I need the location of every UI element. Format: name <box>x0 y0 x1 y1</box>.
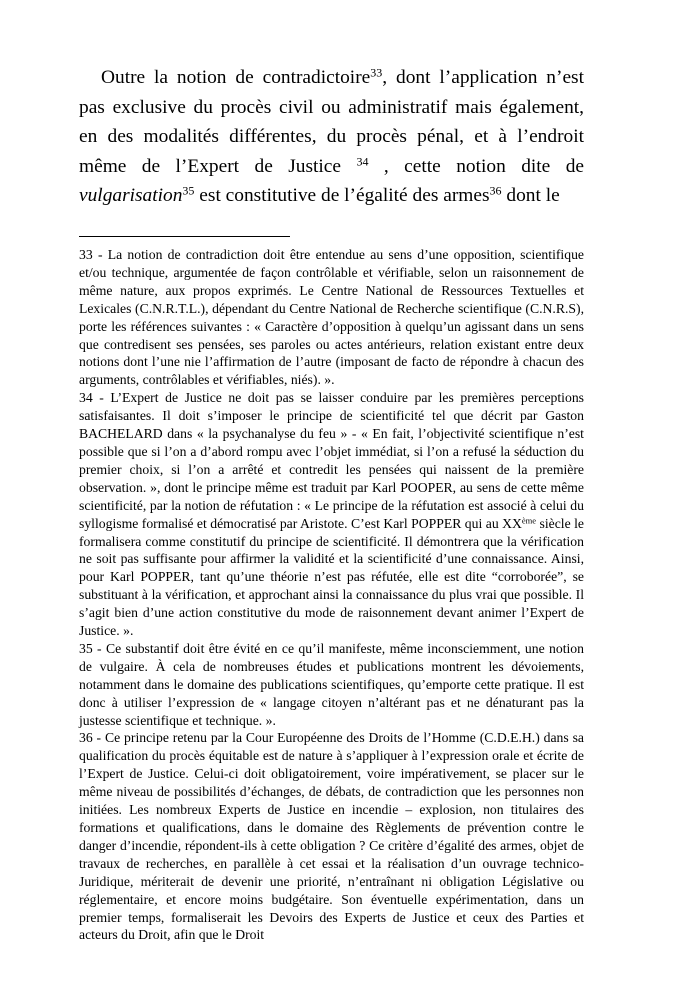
body-paragraph <box>79 63 584 211</box>
footnote-ref-34[interactable]: 34 <box>356 153 369 168</box>
superscript: ème <box>521 514 537 525</box>
text-run: siècle le formalisera comme constitutif du principe de scientificité. Il démontrera que la vérification ne soit pas suffisante pour affirmer la validité et la scientificité d’une connaissance. Ainsi, pour Karl POPPER, tant qu’une théorie n’est pas réfutée, elle est dite “corroborée”, se substituant à la vérification, et approchant ainsi la connaissance du plus vrai que possible. Il s’agit bien d’une action constitutive du mode de raisonnement devant animer l’Expert de Justice. ». <box>79 515 584 639</box>
footnotes <box>79 246 584 944</box>
text-run: Outre la notion de contradictoire <box>101 67 371 88</box>
text-run: dont le <box>501 185 560 206</box>
text-run: est constitutive de l’égalité des armes <box>194 185 490 206</box>
footnote-ref-35[interactable]: 35 <box>182 183 195 198</box>
italic-term: vulgarisation <box>79 185 183 206</box>
footnote-separator <box>79 236 290 237</box>
text-run: 34 - L’Expert de Justice ne doit pas se laisser conduire par les premières perceptions satisfaisantes. Il doit s’imposer le principe de scientificité tel que décrit par Gaston BACHELARD dans « la psychanalyse du feu » - « En fait, l’objectivité scientifique n’est possible que si l’on a d’abord rompu avec l’objet immédiat, si l’on a refusé la séduction du premier choix, si l’on a arrêté et contredit les pensées qui naissent de la première observation. », dont le principe même est traduit par Karl POOPER, au sens de cette même scientificité, par la notion de réfutation : « Le principe de la réfutation est associé à celui du syllogisme formalisé et démocratisé par Aristote. C’est Karl POPPER qui au XX <box>79 390 584 531</box>
footnote-ref-33[interactable]: 33 <box>370 65 383 80</box>
text-run: , dont l’application n’est pas exclusive du procès civil ou administratif mais également, en des modalités différentes, du procès pénal, et à l’endroit même de l’Expert de Justice <box>79 67 584 177</box>
footnote-34 <box>79 389 584 640</box>
main-paragraph <box>79 63 584 211</box>
footnote-ref-36[interactable]: 36 <box>489 183 502 198</box>
footnote-33: 33 - La notion de contradiction doit être entendue au sens d’une opposition, scientifique et/ou technique, argumentée de façon contrôlable et vérifiable, selon un raisonnement de même nature, aux propos exprimés. Le Centre National de Ressources Textuelles et Lexicales (C.N.R.T.L.), dépendant du Centre National de Recherche scientifique (C.N.R.S), porte les références suivantes : « Caractère d’opposition à quelqu’un agissant dans un sens que contredisent ses pensées, ses paroles ou actes antérieurs, relation existant entre deux notions dont l’une nie l’affirmation de l’autre (imposant de facto de répondre à chacun des arguments, contrôlables et vérifiables, niés). ». <box>79 247 584 388</box>
footnote-35: 35 - Ce substantif doit être évité en ce qu’il manifeste, même inconsciemment, une notion de vulgaire. À cela de nombreuses études et publications montrent les dévoiements, notamment dans le domaine des publications scientifiques, qu’emporte cette pratique. Il est donc à utiliser l’expression de « langage citoyen n’altérant pas et ne dénaturant pas la justesse scientifique et technique. ». <box>79 640 584 728</box>
text-run: , cette notion dite de <box>368 155 584 177</box>
footnote-36: 36 - Ce principe retenu par la Cour Européenne des Droits de l’Homme (C.D.E.H.) dans sa qualification du procès équitable est de nature à s’appliquer à l’expression orale et écrite de l’Expert de Justice. Celui-ci doit obligatoirement, voire impérativement, se placer sur le même niveau de possibilités d’échanges, de débats, de contradiction que les personnes non initiées. Les nombreux Experts de Justice en incendie – explosion, non titulaires des formations et qualifications, dans le domaine des Règlements de prévention contre le danger d’incendie, répondent-ils à cette obligation ? Ce critère d’égalité des armes, objet de travaux de recherches, en parallèle à cet essai et la réalisation d’un ouvrage technico-Juridique, mériterait de devenir une priorité, n’entraînant ni obligation Législative ou réglementaire, et encore moins budgétaire. Son éventuelle expérimentation, dans un premier temps, formaliserait les Devoirs des Experts de Justice et ceux des Parties et acteurs du Droit, afin que le Droit <box>79 730 584 943</box>
